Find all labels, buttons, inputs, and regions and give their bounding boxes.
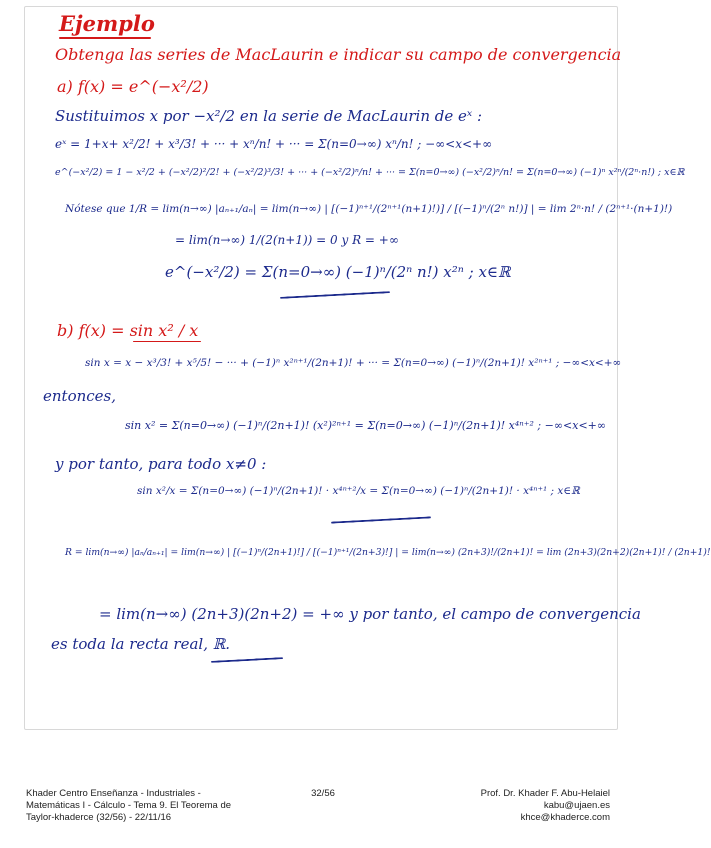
- part-b-radius-1: R = lim(n→∞) |aₙ/aₙ₊₁| = lim(n→∞) | [(−1)ⁿ/(2n+1)!] / [(−1)ⁿ⁺¹/(2n+3)!] | = lim(n→∞) (2n+3)!/(2n+1)! = lim (2n+3)(2n+2)(2n+1)! / (2n+1)!: [65, 547, 711, 558]
- por-tanto-text: y por tanto, para todo x≠0 :: [55, 455, 267, 473]
- footer-left-line-2: Matemáticas I - Cálculo - Tema 9. El Teorema de: [26, 800, 232, 811]
- substituted-series: e^(−x²/2) = 1 − x²/2 + (−x²/2)²/2! + (−x²/2)³/3! + ··· + (−x²/2)ⁿ/n! + ··· = Σ(n=0→∞) (−x²/2)ⁿ/n! = Σ(n=0→∞) (−1)ⁿ x²ⁿ/(2ⁿ·n!) ; x∈ℝ: [55, 167, 685, 178]
- part-a-result: e^(−x²/2) = Σ(n=0→∞) (−1)ⁿ/(2ⁿ n!) x²ⁿ ; x∈ℝ: [165, 263, 511, 281]
- sin-x2-series: sin x² = Σ(n=0→∞) (−1)ⁿ/(2n+1)! (x²)²ⁿ⁺¹ = Σ(n=0→∞) (−1)ⁿ/(2n+1)! x⁴ⁿ⁺² ; −∞<x<+∞: [125, 419, 607, 432]
- footer-page-number: 32/56: [311, 788, 335, 799]
- part-a-radius-1: Nótese que 1/R = lim(n→∞) |aₙ₊₁/aₙ| = lim(n→∞) | [(−1)ⁿ⁺¹/(2ⁿ⁺¹(n+1)!)] / [(−1)ⁿ/(2ⁿ n!)] | = lim 2ⁿ·n! / (2ⁿ⁺¹·(n+1)!): [65, 203, 673, 215]
- footer-left: [26, 788, 266, 824]
- part-a-label: a) f(x) = e^(−x²/2): [57, 77, 209, 96]
- footer-right: [390, 788, 610, 824]
- footer-email-1: kabu@ujaen.es: [543, 800, 610, 811]
- part-b-underline: [133, 341, 201, 342]
- slide-page: [24, 6, 711, 730]
- instruction-text: Obtenga las series de MacLaurin e indicar su campo de convergencia: [55, 45, 622, 64]
- part-b-radius-2: = lim(n→∞) (2n+3)(2n+2) = +∞ y por tanto, el campo de convergencia: [99, 605, 641, 623]
- exp-series: eˣ = 1+x+ x²/2! + x³/3! + ··· + xⁿ/n! + ··· = Σ(n=0→∞) xⁿ/n! ; −∞<x<+∞: [55, 137, 493, 151]
- sin-series: sin x = x − x³/3! + x⁵/5! − ··· + (−1)ⁿ x²ⁿ⁺¹/(2n+1)! + ··· = Σ(n=0→∞) (−1)ⁿ/(2n+1)! x²ⁿ⁺¹ ; −∞<x<+∞: [85, 357, 622, 369]
- quotient-series: sin x²/x = Σ(n=0→∞) (−1)ⁿ/(2n+1)! · x⁴ⁿ⁺²/x = Σ(n=0→∞) (−1)ⁿ/(2n+1)! · x⁴ⁿ⁺¹ ; x∈ℝ: [137, 485, 580, 497]
- part-a-step1: Sustituimos x por −x²/2 en la serie de MacLaurin de eˣ :: [55, 107, 483, 125]
- footer-email-2: khce@khaderce.com: [520, 812, 610, 823]
- quotient-underline: [331, 516, 431, 523]
- title-underline: [59, 37, 151, 39]
- footer-left-line-3: Taylor-khaderce (32/56) - 22/11/16: [26, 812, 172, 823]
- part-b-label: b) f(x) = sin x² / x: [57, 321, 199, 340]
- part-b-radius-3: es toda la recta real, ℝ.: [51, 635, 230, 653]
- part-a-radius-2: = lim(n→∞) 1/(2(n+1)) = 0 y R = +∞: [175, 233, 399, 247]
- entonces-text: entonces,: [43, 387, 117, 405]
- final-underline: [211, 657, 283, 663]
- part-a-result-underline: [280, 291, 390, 299]
- footer-left-line-1: Khader Centro Enseñanza - Industriales -: [26, 788, 201, 799]
- footer-author: Prof. Dr. Khader F. Abu-Helaiel: [480, 788, 610, 799]
- slide-title: Ejemplo: [59, 11, 155, 36]
